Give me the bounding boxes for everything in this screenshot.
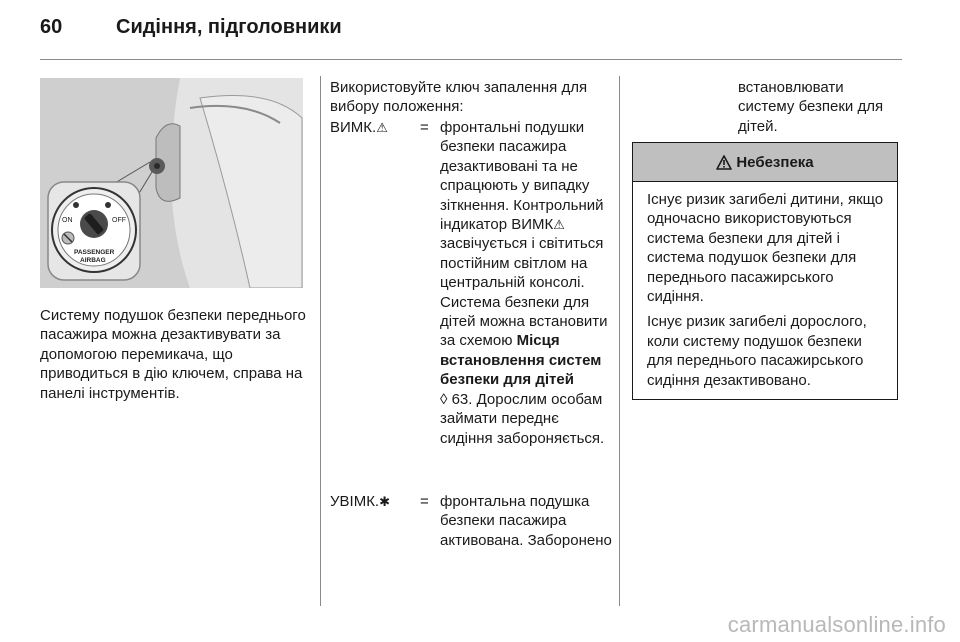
continuation-text: встановлювати систему безпеки для дітей. — [738, 79, 884, 135]
column-divider-2 — [619, 76, 620, 606]
child-seat-locations-link[interactable]: Місця встановлення систем безпеки для дітей — [440, 332, 602, 389]
warning-triangle-icon — [716, 155, 732, 170]
airbag-off-icon: ⚠ — [376, 120, 388, 135]
airbag-off-indicator-icon: ⚠ — [553, 217, 565, 233]
page-ref-arrow-icon: ◊ — [440, 390, 448, 408]
airbag-on-icon: ✱ — [379, 494, 391, 509]
column-divider-1 — [320, 76, 321, 606]
page-number: 60 — [40, 16, 63, 38]
switch-label-on: ON — [62, 217, 73, 224]
column-3-continuation — [738, 78, 898, 136]
page-title: Сидіння, підголовники — [116, 16, 342, 38]
switch-label-off: OFF — [112, 217, 126, 224]
page-header — [40, 16, 342, 52]
off-description: фронтальні подушки безпеки пасажира дезактивовані та не спрацюють у випадку зіткнення. Контрольний індикатор ВИМК⚠ засвічується і світиться постійним світлом на центральній консолі. Система безпеки для дітей можна встановити за схемою Місця встановлення систем безпеки для дітей ◊ 63. Дорослим особам займати переднє сидіння забороняється. — [440, 119, 608, 447]
on-description: фронтальна подушка безпеки пасажира активована. Заборонено — [440, 493, 612, 549]
warning-paragraph-1: Існує ризик загибелі дитини, якщо одночасно використовуються система безпеки для дітей і система подушок безпеки для переднього пасажирського сидіння. — [647, 191, 884, 306]
intro-text: Використовуйте ключ запалення для вибору положення: — [330, 79, 588, 116]
danger-warning-box — [632, 142, 898, 400]
on-equals: = — [420, 493, 429, 510]
switch-label-airbag: AIRBAG — [80, 257, 106, 264]
watermark: carmanualsonline.info — [727, 612, 946, 637]
column-1-text — [40, 306, 310, 403]
off-equals: = — [420, 119, 429, 136]
airbag-switch-description: Систему подушок безпеки переднього пасажира можна дезактивувати за допомогою перемикача, що приводиться в дію ключем, справа на панелі інструментів. — [40, 307, 306, 402]
airbag-switch-drawing — [40, 78, 303, 288]
switch-label-passenger: PASSENGER — [74, 249, 115, 256]
column-2-intro — [330, 78, 610, 117]
airbag-switch-illustration — [40, 78, 303, 288]
warning-paragraph-2: Існує ризик загибелі дорослого, коли систему подушок безпеки для переднього пасажирського сидіння дезактивовано. — [647, 313, 867, 389]
on-term: УВІМК.✱ — [330, 493, 391, 510]
warning-header — [633, 143, 897, 182]
warning-title: Небезпека — [736, 153, 814, 171]
header-divider — [40, 59, 902, 60]
off-term: ВИМК.⚠ — [330, 119, 388, 136]
warning-body — [633, 182, 897, 390]
